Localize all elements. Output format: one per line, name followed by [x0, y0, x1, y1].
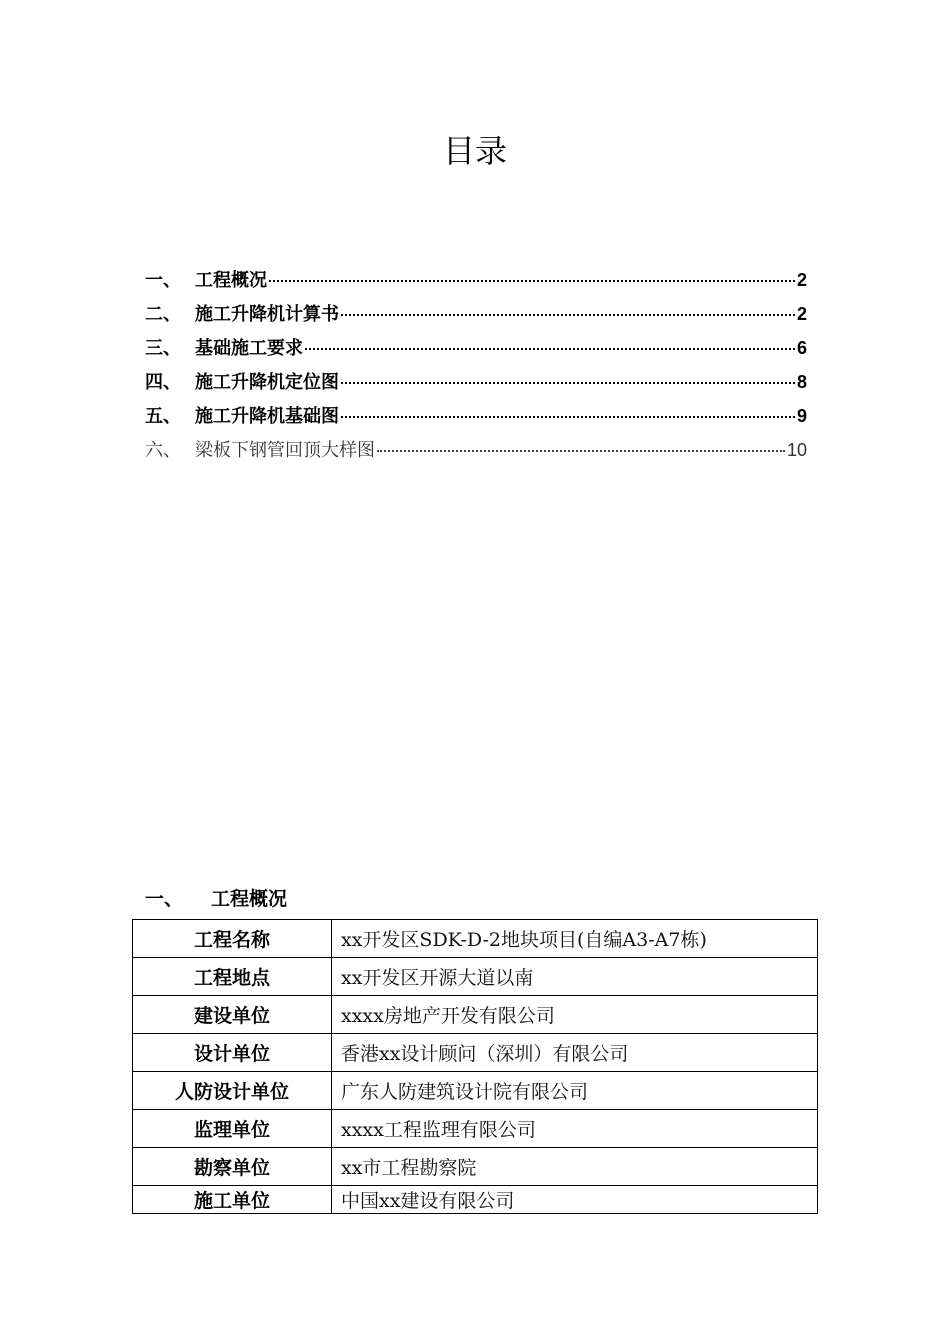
row-value: 中国xx建设有限公司	[332, 1186, 818, 1214]
row-key: 人防设计单位	[133, 1072, 332, 1110]
toc-entry-label: 施工升降机计算书	[195, 304, 339, 325]
table-row	[133, 1110, 818, 1148]
toc-entry-page: 6	[796, 338, 807, 358]
row-key: 设计单位	[133, 1034, 332, 1072]
toc-entry-number: 五、	[145, 406, 181, 427]
toc-entry-number: 一、	[145, 270, 181, 291]
project-info-table	[132, 919, 818, 1214]
table-row	[133, 1072, 818, 1110]
toc-entry-number: 四、	[145, 372, 181, 393]
toc-entry-label: 梁板下钢管回顶大样图	[195, 440, 375, 461]
toc-entry[interactable]	[145, 402, 807, 436]
table-of-contents	[145, 266, 807, 470]
toc-entry-page: 2	[796, 304, 807, 324]
row-key: 建设单位	[133, 996, 332, 1034]
section-number: 一、	[145, 888, 184, 910]
row-value: 广东人防建筑设计院有限公司	[332, 1072, 818, 1110]
toc-dot-leader	[269, 280, 795, 282]
toc-entry-page: 8	[796, 372, 807, 392]
toc-entry[interactable]	[145, 300, 807, 334]
row-value: xx市工程勘察院	[332, 1148, 818, 1186]
row-key: 施工单位	[133, 1186, 332, 1214]
row-key: 监理单位	[133, 1110, 332, 1148]
toc-dot-leader	[341, 416, 795, 418]
toc-entry[interactable]	[145, 436, 807, 470]
toc-entry-number: 三、	[145, 338, 181, 359]
row-value: 香港xx设计顾问（深圳）有限公司	[332, 1034, 818, 1072]
table-row	[133, 1148, 818, 1186]
section-heading	[145, 884, 287, 911]
toc-entry-label: 工程概况	[195, 270, 267, 291]
toc-entry[interactable]	[145, 266, 807, 300]
table-row	[133, 1034, 818, 1072]
table-row	[133, 996, 818, 1034]
row-value: xxxx房地产开发有限公司	[332, 996, 818, 1034]
toc-dot-leader	[341, 314, 795, 316]
toc-entry[interactable]	[145, 368, 807, 402]
page-title: 目录	[442, 132, 507, 170]
toc-dot-leader	[377, 450, 785, 452]
row-key: 工程地点	[133, 958, 332, 996]
toc-entry-label: 施工升降机定位图	[195, 372, 339, 393]
row-value: xxxx工程监理有限公司	[332, 1110, 818, 1148]
row-key: 工程名称	[133, 920, 332, 958]
row-key: 勘察单位	[133, 1148, 332, 1186]
toc-entry-number: 二、	[145, 304, 181, 325]
table-row	[133, 920, 818, 958]
toc-entry[interactable]	[145, 334, 807, 368]
section-title: 工程概况	[211, 888, 288, 910]
toc-entry-number: 六、	[145, 440, 181, 461]
row-value: xx开发区开源大道以南	[332, 958, 818, 996]
row-value: xx开发区SDK-D-2地块项目(自编A3-A7栋)	[332, 920, 818, 958]
toc-entry-page: 2	[796, 270, 807, 290]
toc-dot-leader	[341, 382, 795, 384]
toc-entry-label: 基础施工要求	[195, 338, 303, 359]
table-row	[133, 958, 818, 996]
toc-dot-leader	[305, 348, 795, 350]
toc-entry-page: 10	[786, 440, 807, 460]
table-row	[133, 1186, 818, 1214]
toc-entry-page: 9	[796, 406, 807, 426]
toc-entry-label: 施工升降机基础图	[195, 406, 339, 427]
